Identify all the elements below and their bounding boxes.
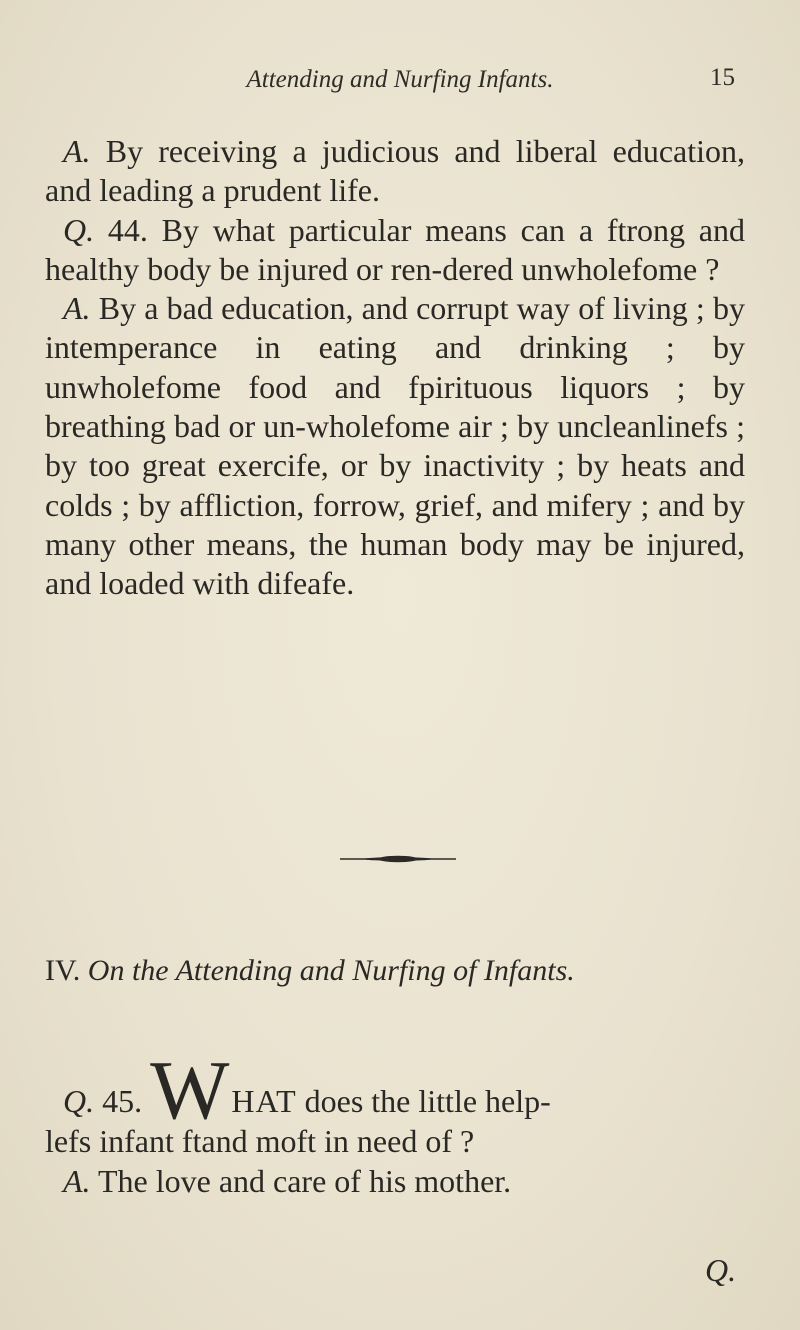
section-heading (45, 954, 765, 988)
question-label: Q. (63, 211, 95, 248)
question-45-block (45, 1044, 755, 1201)
section-numeral: IV. (45, 954, 81, 987)
answer-paragraph-2 (45, 289, 745, 603)
small-caps-word: HAT (231, 1083, 297, 1119)
question-paragraph-44 (45, 211, 745, 290)
catchword: Q. (705, 1252, 737, 1288)
answer-text: By receiving a judicious and liberal education, and leading a prudent life. (45, 133, 745, 209)
running-head-title: Attending and Nurfing Infants. (246, 66, 554, 93)
drop-cap-letter: W (150, 1044, 228, 1137)
question-text: does the little help- (296, 1083, 551, 1119)
answer-text: By a bad education, and corrupt way of living ; by intemperance in eating and drinking ; by unwholefome food and fpirituous liquors ; by breathing bad or un-wholefome air ; by uncleanlinefs ; by too great exercife, or by inactivity ; by heats and colds ; by affliction, forrow, grief, and mifery ; and by many other means, the human body may be injured, and loaded with difeafe. (45, 290, 745, 602)
main-text-block (45, 132, 745, 604)
answer-label: A. (63, 290, 91, 327)
question-number: 45. (102, 1083, 143, 1119)
answer-label: A. (63, 1163, 91, 1199)
answer-45-line (45, 1161, 755, 1201)
ornamental-divider (340, 854, 456, 864)
page-number: 15 (710, 64, 735, 91)
question-45-line-2: lefs infant ftand moft in need of ? (45, 1123, 475, 1159)
answer-label: A. (63, 133, 91, 169)
section-title: On the Attending and Nurfing of Infants. (87, 954, 575, 987)
question-45-line-1 (45, 1044, 755, 1137)
answer-text: The love and care of his mother. (90, 1163, 512, 1199)
question-text: 44. By what particular means can a ftrong and healthy body be injured or ren-dered unwholefome ? (45, 211, 745, 287)
answer-paragraph-1 (45, 132, 745, 211)
question-label: Q. (63, 1083, 95, 1119)
